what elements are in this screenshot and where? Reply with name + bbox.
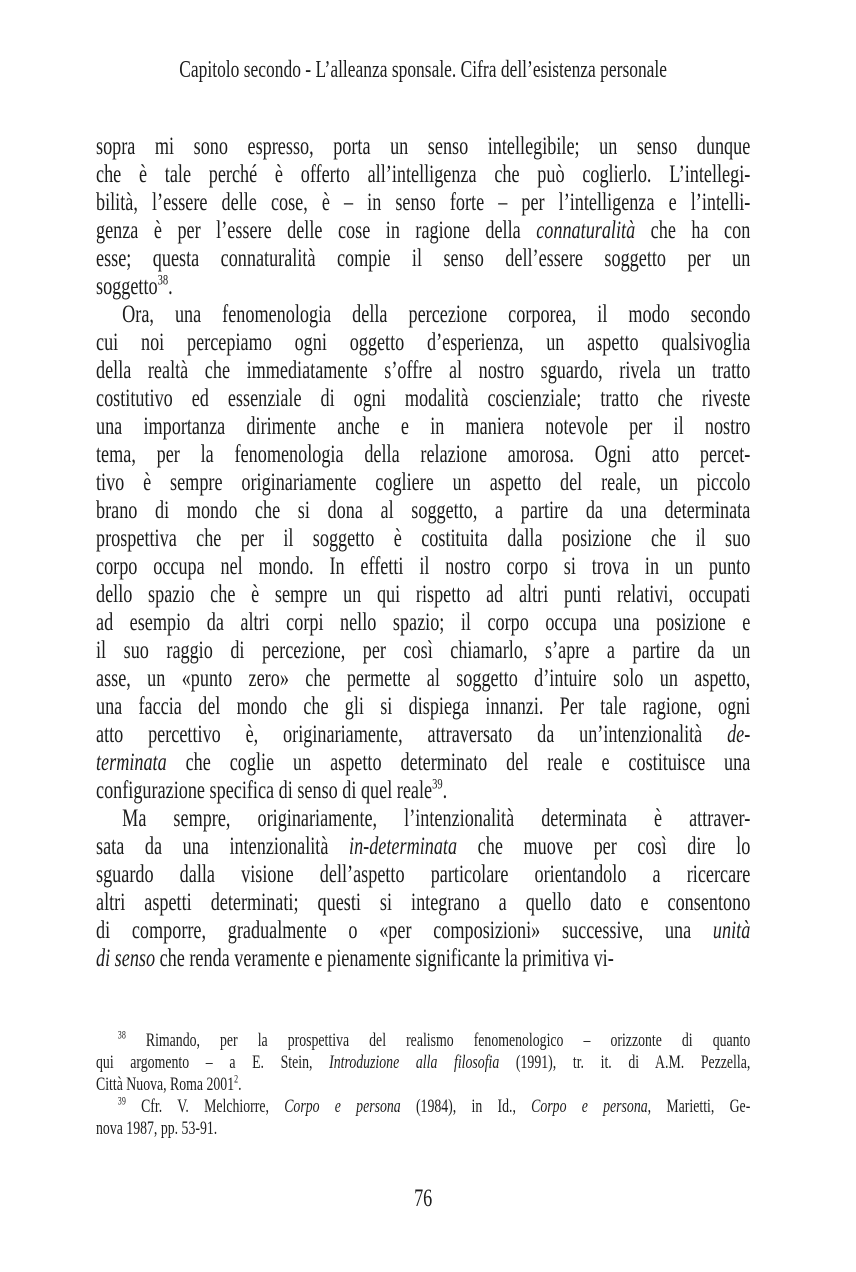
footnote-line	[96, 1052, 750, 1074]
text-run: costitutivo ed essenziale di ogni modalità coscienziale; tratto che riveste	[96, 385, 751, 412]
text-line	[96, 805, 750, 833]
text-run: Ora, una fenomenologia della percezione corporea, il modo secondo	[122, 301, 751, 328]
footnote-ref: 38	[157, 272, 169, 289]
text-column	[96, 0, 750, 1214]
footnote-marker: 39	[117, 1095, 126, 1108]
body-text	[96, 133, 750, 973]
text-line	[96, 721, 750, 749]
text-run: bilità, l’essere delle cose, è – in senso forte – per l’intelligenza e l’intelli-	[96, 189, 751, 216]
text-run: nova 1987, pp. 53-91.	[96, 1118, 218, 1139]
text-run: della realtà che immediatamente s’offre al nostro sguardo, rivela un tratto	[96, 357, 751, 384]
footnote-marker: 2	[234, 1073, 239, 1086]
text-line	[96, 217, 750, 245]
text-run: tivo è sempre originariamente cogliere un aspetto del reale, un piccolo	[96, 469, 751, 496]
text-run: che coglie un aspetto determinato del reale e costituisce una	[166, 749, 751, 776]
text-line	[96, 273, 750, 301]
italic-text: in-determinata	[349, 833, 458, 860]
text-line	[96, 329, 750, 357]
italic-text: connaturalità	[536, 217, 636, 244]
text-run: che ha con	[635, 217, 751, 244]
footnotes	[96, 1030, 750, 1140]
text-line	[96, 889, 750, 917]
text-line	[96, 917, 750, 945]
text-run: sguardo dalla visione dell’aspetto particolare orientandolo a ricercare	[96, 861, 751, 888]
text-run: atto percettivo è, originariamente, attraversato da un’intenzionalità	[96, 721, 728, 748]
text-line	[96, 441, 750, 469]
text-run: tema, per la fenomenologia della relazione amorosa. Ogni atto percet-	[96, 441, 751, 468]
text-run: una importanza dirimente anche e in maniera notevole per il nostro	[96, 413, 751, 440]
footnote-line	[96, 1096, 750, 1118]
text-line	[96, 749, 750, 777]
text-run: Cfr. V. Melchiorre,	[125, 1096, 285, 1117]
text-line	[96, 861, 750, 889]
text-run: configurazione specifica di senso di quel reale	[96, 777, 433, 804]
text-run: sata da una intenzionalità	[96, 833, 350, 860]
footnote-line	[96, 1118, 750, 1140]
text-run: Rimando, per la prospettiva del realismo fenomenologico – orizzonte di quanto	[125, 1030, 751, 1051]
text-run: qui argomento – a E. Stein,	[96, 1052, 330, 1073]
footnote-line	[96, 1030, 750, 1052]
text-run: asse, un «punto zero» che permette al soggetto d’intuire solo un aspetto,	[96, 665, 751, 692]
text-line	[96, 693, 750, 721]
text-line	[96, 609, 750, 637]
text-line	[96, 161, 750, 189]
text-line	[96, 553, 750, 581]
text-line	[96, 581, 750, 609]
text-run: che muove per così dire lo	[457, 833, 751, 860]
text-line	[96, 777, 750, 805]
text-run: dello spazio che è sempre un qui rispetto ad altri punti relativi, occupati	[96, 581, 751, 608]
text-line	[96, 357, 750, 385]
footnote-ref: 39	[432, 776, 443, 793]
text-run: .	[442, 777, 448, 804]
text-run: Ma sempre, originariamente, l’intenzionalità determinata è attraver-	[122, 805, 751, 832]
italic-text: unità	[712, 917, 751, 944]
running-header: Capitolo secondo - L’alleanza sponsale. Cifra dell’esistenza personale	[179, 57, 668, 83]
italic-text: di senso	[96, 945, 156, 972]
text-line	[96, 637, 750, 665]
text-run: corpo occupa nel mondo. In effetti il nostro corpo si trova in un punto	[96, 553, 751, 580]
italic-text: Introduzione alla filosofia	[329, 1052, 500, 1073]
text-run: esse; questa connaturalità compie il senso dell’essere soggetto per un	[96, 245, 751, 272]
text-run: genza è per l’essere delle cose in ragione della	[96, 217, 537, 244]
footnote-marker: 38	[117, 1029, 126, 1042]
text-run: una faccia del mondo che gli si dispiega innanzi. Per tale ragione, ogni	[96, 693, 751, 720]
text-run: , Marietti, Ge-	[647, 1096, 751, 1117]
text-run: .	[238, 1074, 242, 1095]
text-line	[96, 133, 750, 161]
text-run: che renda veramente e pienamente significante la primitiva vi-	[155, 945, 614, 972]
text-line	[96, 497, 750, 525]
text-line	[96, 525, 750, 553]
text-run: soggetto	[96, 273, 158, 300]
italic-text: Corpo e persona	[531, 1096, 648, 1117]
text-line	[96, 833, 750, 861]
italic-text: terminata	[96, 749, 167, 776]
text-run: (1991), tr. it. di A.M. Pezzella,	[499, 1052, 751, 1073]
text-run: prospettiva che per il soggetto è costituita dalla posizione che il suo	[96, 525, 751, 552]
text-run: cui noi percepiamo ogni oggetto d’esperienza, un aspetto qualsivoglia	[96, 329, 751, 356]
text-run: di comporre, gradualmente o «per composizioni» successive, una	[96, 917, 713, 944]
text-run: che è tale perché è offerto all’intelligenza che può coglierlo. L’intellegi-	[96, 161, 751, 188]
text-run: sopra mi sono espresso, porta un senso intellegibile; un senso dunque	[96, 133, 751, 160]
text-line	[96, 945, 750, 973]
text-line	[96, 665, 750, 693]
text-run: Città Nuova, Roma 2001	[96, 1074, 235, 1095]
text-run: il suo raggio di percezione, per così chiamarlo, s’apre a partire da un	[96, 637, 751, 664]
footnote-line	[96, 1074, 750, 1096]
text-line	[96, 301, 750, 329]
italic-text: de-	[727, 721, 751, 748]
text-line	[96, 469, 750, 497]
text-line	[96, 413, 750, 441]
text-run: altri aspetti determinati; questi si integrano a quello dato e consentono	[96, 889, 751, 916]
text-run: (1984), in Id.,	[400, 1096, 532, 1117]
italic-text: Corpo e persona	[284, 1096, 401, 1117]
text-line	[96, 189, 750, 217]
text-run: .	[168, 273, 173, 300]
text-run: brano di mondo che si dona al soggetto, a partire da una determinata	[96, 497, 751, 524]
text-line	[96, 385, 750, 413]
text-line	[96, 245, 750, 273]
page-number: 76	[414, 1185, 433, 1212]
text-run: ad esempio da altri corpi nello spazio; il corpo occupa una posizione e	[96, 609, 751, 636]
